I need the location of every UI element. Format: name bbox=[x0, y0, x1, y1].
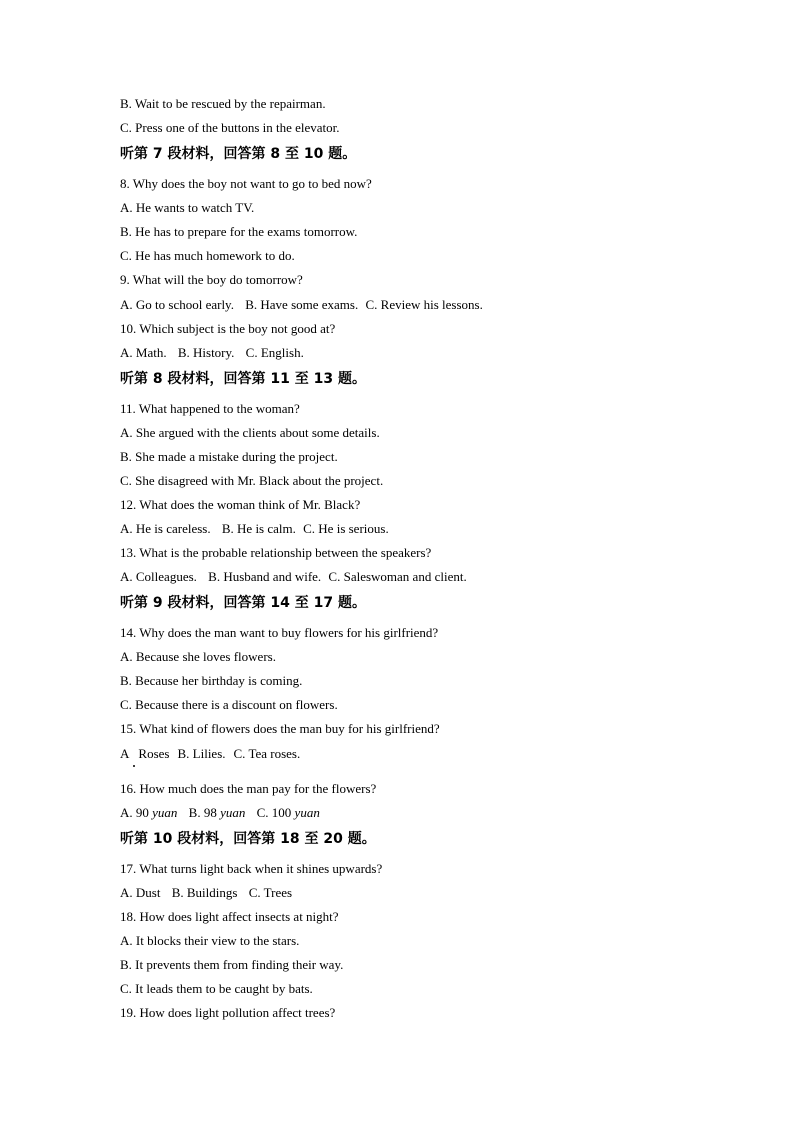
option-number: B. 98 bbox=[188, 805, 217, 820]
option: C. Review his lessons. bbox=[365, 297, 483, 312]
section-heading: 听第 9 段材料，回答第 14 至 17 题。 bbox=[120, 595, 366, 611]
question-line: 13. What is the probable relationship between the speakers? bbox=[120, 545, 432, 560]
option: B. Buildings bbox=[171, 885, 238, 900]
section-heading: 听第 10 段材料，回答第 18 至 20 题。 bbox=[120, 831, 376, 847]
options-row bbox=[120, 569, 467, 585]
option-number: C. 100 bbox=[256, 805, 292, 820]
question-line: 18. How does light affect insects at night? bbox=[120, 909, 339, 924]
option-line: A. She argued with the clients about some details. bbox=[120, 425, 380, 440]
option-line: B. She made a mistake during the project. bbox=[120, 449, 338, 464]
question-line: 8. Why does the boy not want to go to bed now? bbox=[120, 176, 372, 191]
option: B. Husband and wife. bbox=[208, 569, 322, 584]
stray-dot bbox=[133, 765, 135, 767]
option-line: A. Because she loves flowers. bbox=[120, 649, 276, 664]
option: A. Colleagues. bbox=[120, 569, 197, 584]
option-line: C. Because there is a discount on flowers. bbox=[120, 697, 338, 712]
option: A. Math. bbox=[120, 345, 167, 360]
option: B. History. bbox=[177, 345, 235, 360]
option: B. Lilies. bbox=[177, 746, 226, 761]
option bbox=[120, 805, 177, 820]
option: A. Dust bbox=[120, 885, 161, 900]
option-line: C. Press one of the buttons in the elevator. bbox=[120, 120, 340, 135]
option: A. He is careless. bbox=[120, 521, 211, 536]
options-row bbox=[120, 746, 300, 762]
option: B. He is calm. bbox=[221, 521, 296, 536]
option: A. Go to school early. bbox=[120, 297, 234, 312]
option-line: C. It leads them to be caught by bats. bbox=[120, 981, 313, 996]
section-heading: 听第 7 段材料，回答第 8 至 10 题。 bbox=[120, 146, 357, 162]
option bbox=[257, 805, 320, 820]
question-line: 16. How much does the man pay for the flowers? bbox=[120, 781, 377, 796]
option: C. English. bbox=[245, 345, 304, 360]
options-row bbox=[120, 345, 304, 361]
question-line: 9. What will the boy do tomorrow? bbox=[120, 272, 303, 287]
option: C. Saleswoman and client. bbox=[328, 569, 467, 584]
option bbox=[189, 805, 246, 820]
question-line: 19. How does light pollution affect trees? bbox=[120, 1005, 336, 1020]
option: C. He is serious. bbox=[303, 521, 389, 536]
currency-unit: yuan bbox=[294, 805, 320, 820]
question-line: 11. What happened to the woman? bbox=[120, 401, 300, 416]
question-line: 15. What kind of flowers does the man buy for his girlfriend? bbox=[120, 721, 440, 736]
options-row bbox=[120, 805, 320, 821]
option: A Roses bbox=[120, 746, 170, 761]
question-line: 17. What turns light back when it shines upwards? bbox=[120, 861, 383, 876]
option-line: B. He has to prepare for the exams tomorrow. bbox=[120, 224, 358, 239]
currency-unit: yuan bbox=[220, 805, 246, 820]
section-heading: 听第 8 段材料，回答第 11 至 13 题。 bbox=[120, 371, 366, 387]
question-line: 10. Which subject is the boy not good at? bbox=[120, 321, 336, 336]
options-row bbox=[120, 885, 292, 901]
option-line: A. It blocks their view to the stars. bbox=[120, 933, 300, 948]
option: C. Tea roses. bbox=[233, 746, 301, 761]
option-number: A. 90 bbox=[120, 805, 149, 820]
options-row bbox=[120, 521, 389, 537]
option: B. Have some exams. bbox=[245, 297, 359, 312]
option-line: B. It prevents them from finding their way. bbox=[120, 957, 344, 972]
option-line: B. Because her birthday is coming. bbox=[120, 673, 303, 688]
option-line: A. He wants to watch TV. bbox=[120, 200, 255, 215]
question-line: 12. What does the woman think of Mr. Black? bbox=[120, 497, 361, 512]
option-line: C. He has much homework to do. bbox=[120, 248, 295, 263]
option: C. Trees bbox=[248, 885, 293, 900]
option-line: B. Wait to be rescued by the repairman. bbox=[120, 96, 326, 111]
currency-unit: yuan bbox=[152, 805, 178, 820]
option-line: C. She disagreed with Mr. Black about the project. bbox=[120, 473, 384, 488]
options-row bbox=[120, 297, 483, 313]
question-line: 14. Why does the man want to buy flowers for his girlfriend? bbox=[120, 625, 439, 640]
